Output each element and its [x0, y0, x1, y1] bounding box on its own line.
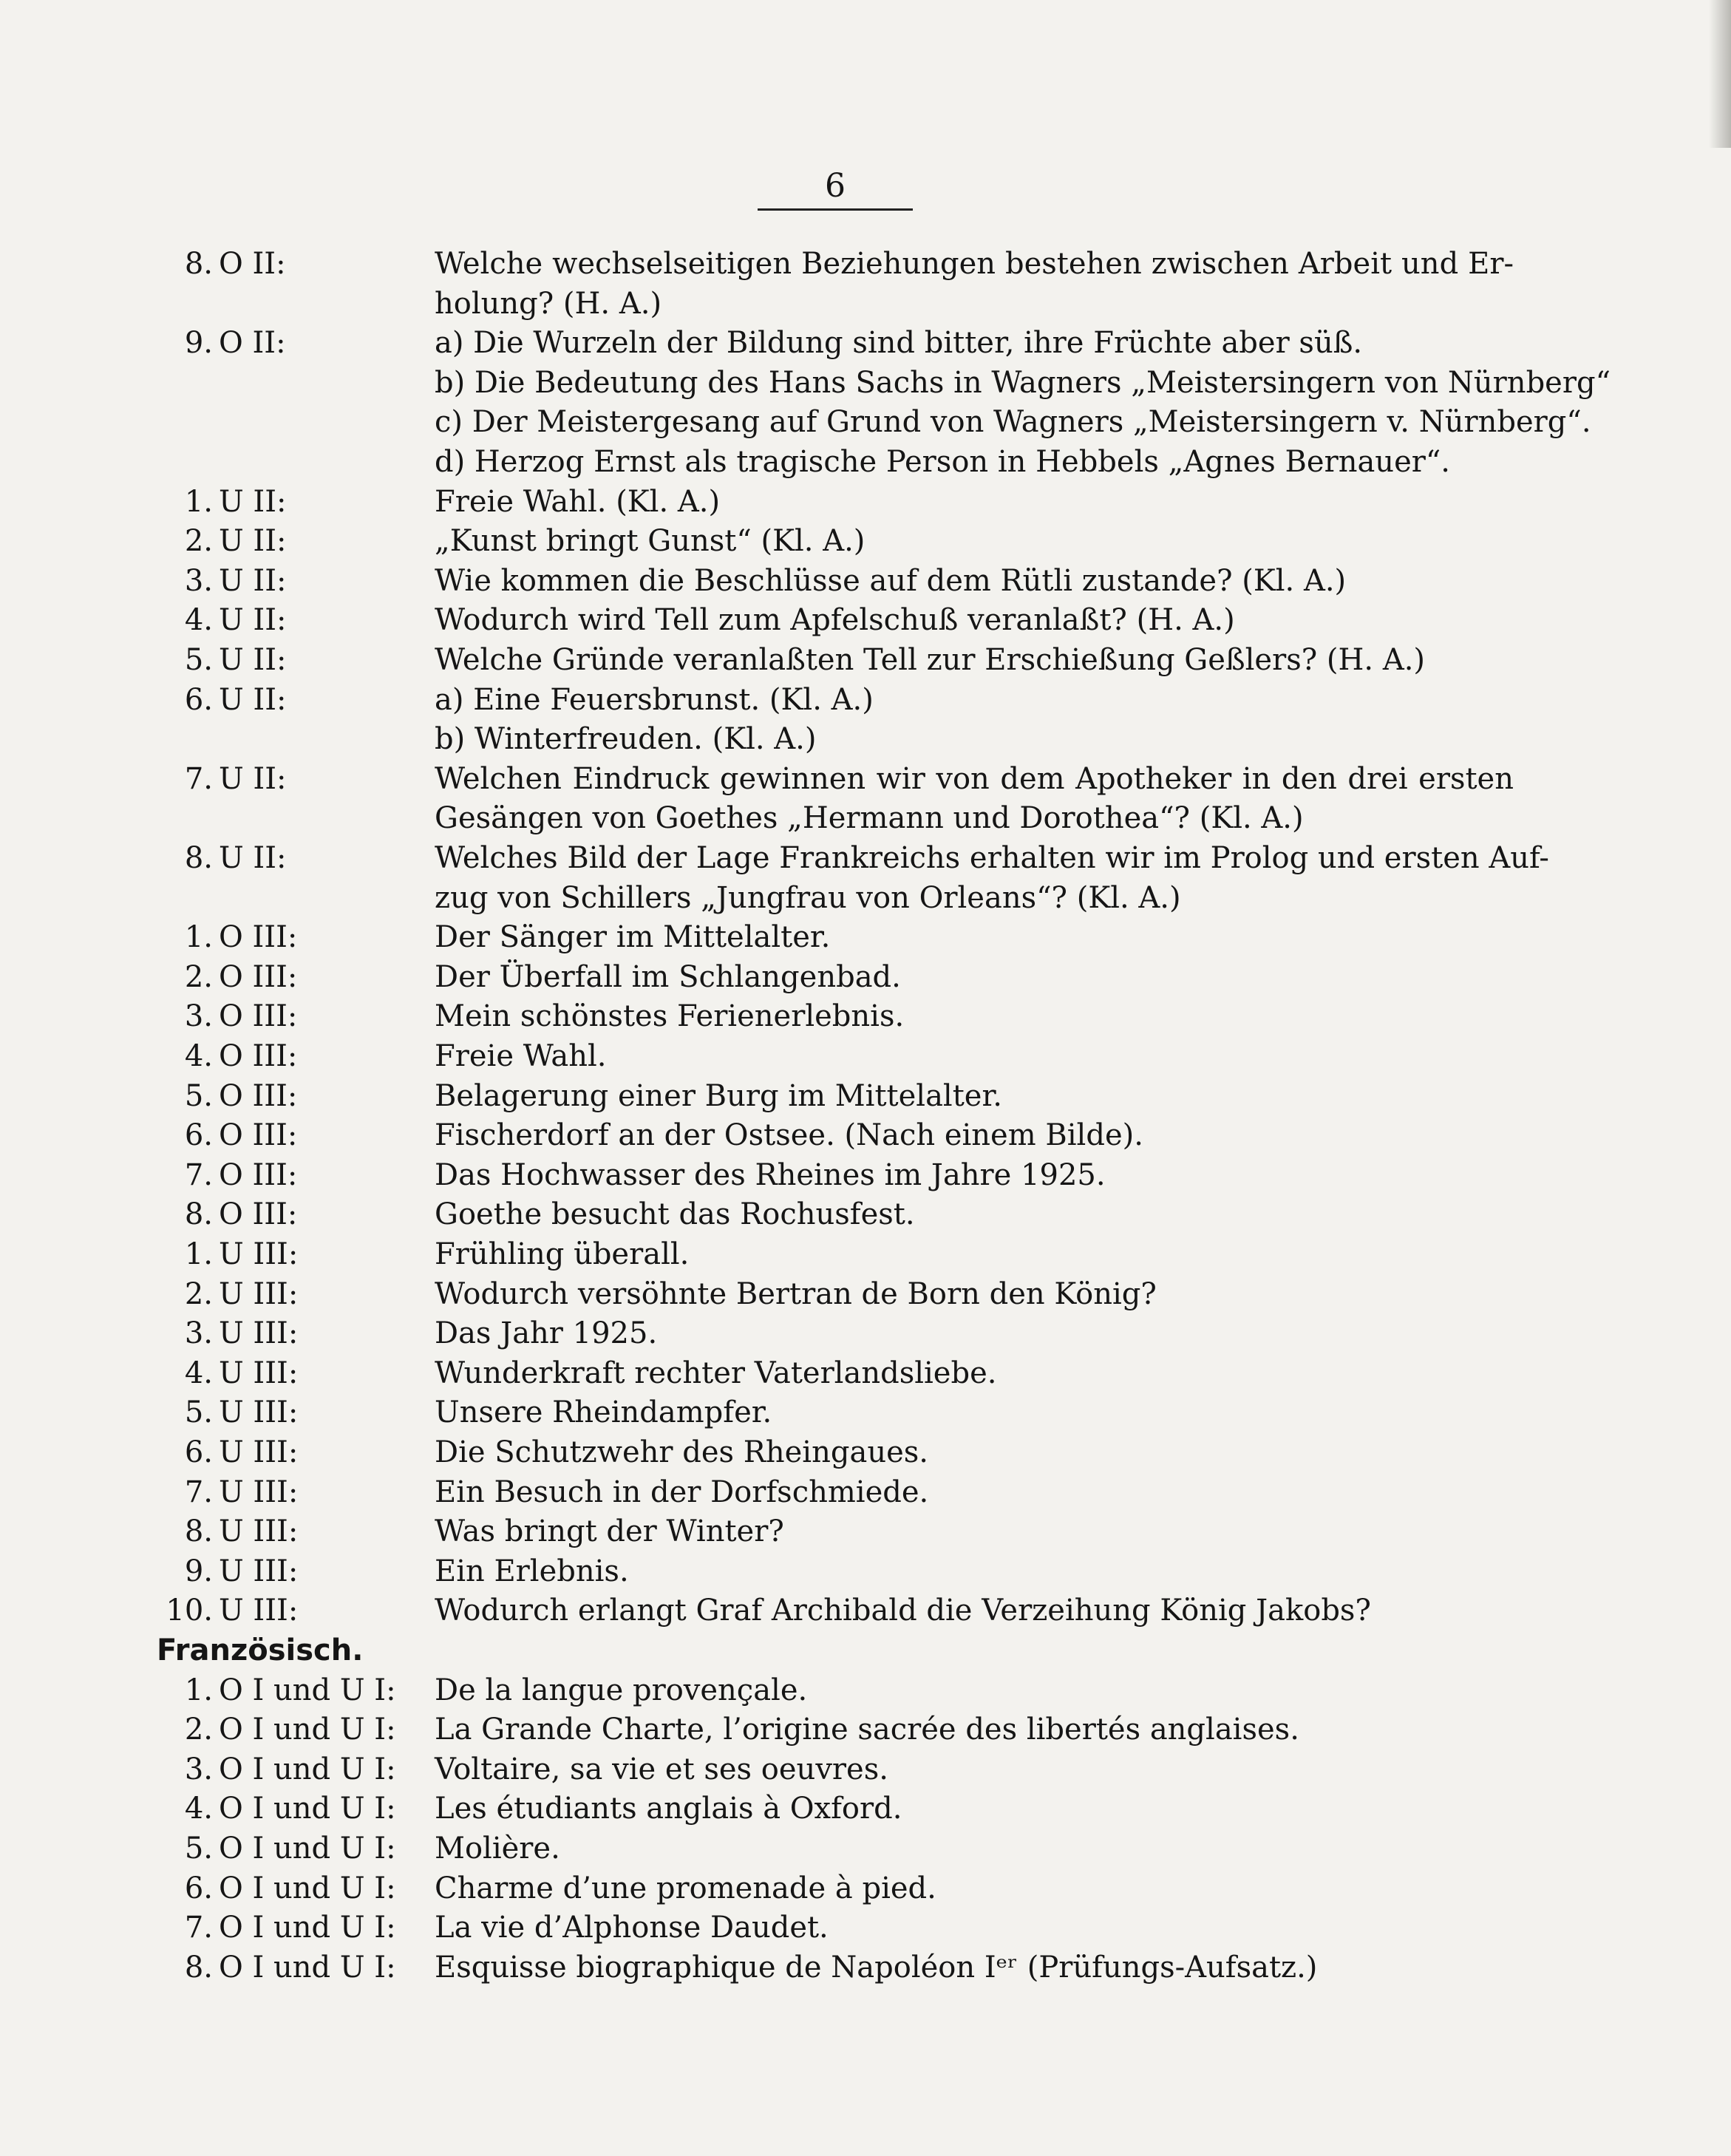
topic-text: Der Sänger im Mittelalter.: [435, 920, 831, 955]
topic-number: 6.: [184, 1435, 213, 1469]
class-label: O III:: [219, 959, 298, 994]
topic-row: [0, 1274, 1731, 1314]
topic-text: Freie Wahl. (Kl. A.): [435, 484, 721, 519]
topic-number: 5.: [184, 643, 213, 677]
class-label: O III:: [219, 920, 298, 955]
topic-row: [0, 1036, 1731, 1076]
topic-number: 1.: [184, 484, 213, 519]
class-label: U III:: [219, 1356, 299, 1390]
topic-row: [0, 1591, 1731, 1630]
topic-number: 5.: [184, 1832, 213, 1866]
topic-text: Molière.: [435, 1832, 560, 1866]
topic-row-continuation: [0, 284, 1731, 324]
topic-row: [0, 1076, 1731, 1116]
topic-text: „Kunst bringt Gunst“ (Kl. A.): [435, 524, 866, 559]
topic-row: [0, 1115, 1731, 1155]
class-label: U III:: [219, 1395, 299, 1430]
topic-row: [0, 957, 1731, 997]
topic-text: Esquisse biographique de Napoléon Iᵉʳ (Prüfungs-Aufsatz.): [435, 1950, 1318, 1985]
topic-row: [0, 363, 1731, 403]
topic-row: [0, 838, 1731, 878]
class-label: O I und U I:: [219, 1673, 396, 1707]
topic-row: [0, 1432, 1731, 1472]
topic-text: b) Winterfreuden. (Kl. A.): [435, 722, 817, 757]
topic-text: a) Die Wurzeln der Bildung sind bitter, ihre Früchte aber süß.: [435, 326, 1363, 361]
class-label: O I und U I:: [219, 1792, 396, 1826]
class-label: U II:: [219, 484, 287, 519]
topic-text: Ein Erlebnis.: [435, 1554, 629, 1588]
topic-number: 7.: [184, 761, 213, 796]
topic-number: 8.: [184, 841, 213, 875]
topic-row: [0, 402, 1731, 442]
topic-text-continuation: Gesängen von Goethes „Hermann und Dorothea“? (Kl. A.): [435, 801, 1304, 836]
topic-number: 3.: [184, 1316, 213, 1351]
topic-text: d) Herzog Ernst als tragische Person in Hebbels „Agnes Bernauer“.: [435, 445, 1451, 479]
class-label: U III:: [219, 1316, 299, 1351]
topic-text: Wie kommen die Beschlüsse auf dem Rütli zustande? (Kl. A.): [435, 563, 1347, 598]
class-label: U III:: [219, 1276, 299, 1311]
class-label: O III:: [219, 1157, 298, 1192]
topic-row: [0, 1908, 1731, 1948]
topic-row: [0, 1789, 1731, 1829]
topic-row: [0, 600, 1731, 640]
topic-row: [0, 917, 1731, 957]
class-label: O I und U I:: [219, 1911, 396, 1945]
topic-row: [0, 1353, 1731, 1393]
topic-row-continuation: [0, 878, 1731, 918]
page-number: 6: [825, 167, 846, 205]
topic-text: c) Der Meistergesang auf Grund von Wagners „Meistersingern v. Nürnberg“.: [435, 405, 1591, 440]
topic-text: Die Schutzwehr des Rheingaues.: [435, 1435, 928, 1469]
topic-text: Fischerdorf an der Ostsee. (Nach einem Bilde).: [435, 1118, 1143, 1153]
topic-number: 8.: [184, 247, 213, 281]
class-label: U III:: [219, 1594, 299, 1628]
class-label: O III:: [219, 1039, 298, 1073]
topic-row: [0, 1194, 1731, 1234]
class-label: U II:: [219, 643, 287, 677]
topic-row: [0, 442, 1731, 482]
topic-text-continuation: zug von Schillers „Jungfrau von Orleans“? (Kl. A.): [435, 880, 1181, 915]
topic-number: 2.: [184, 1713, 213, 1747]
class-label: O I und U I:: [219, 1713, 396, 1747]
topic-number: 7.: [184, 1911, 213, 1945]
class-label: U III:: [219, 1475, 299, 1509]
topic-text-continuation: holung? (H. A.): [435, 286, 662, 321]
topic-text: Charme d’une promenade à pied.: [435, 1871, 936, 1905]
topic-row: [0, 1313, 1731, 1353]
class-label: O I und U I:: [219, 1950, 396, 1985]
topic-text: Mein schönstes Ferienerlebnis.: [435, 999, 905, 1034]
topic-row: [0, 759, 1731, 799]
topic-text: Welche Gründe veranlaßten Tell zur Erschießung Geßlers? (H. A.): [435, 643, 1426, 677]
topic-row: [0, 680, 1731, 720]
topic-text: Wunderkraft rechter Vaterlandsliebe.: [435, 1356, 997, 1390]
topic-row: [0, 1234, 1731, 1274]
topic-number: 5.: [184, 1395, 213, 1430]
topic-number: 8.: [184, 1197, 213, 1232]
topic-text: Unsere Rheindampfer.: [435, 1395, 772, 1430]
topic-row: [0, 323, 1731, 363]
topic-number: 3.: [184, 1752, 213, 1786]
page-edge-shadow: [1709, 0, 1731, 148]
topic-row-continuation: [0, 798, 1731, 838]
class-label: O I und U I:: [219, 1871, 396, 1905]
topic-number: 10.: [166, 1594, 213, 1628]
class-label: U II:: [219, 761, 287, 796]
class-label: O III:: [219, 1197, 298, 1232]
topic-number: 2.: [184, 1276, 213, 1311]
topic-text: Les étudiants anglais à Oxford.: [435, 1792, 902, 1826]
topic-text: Das Jahr 1925.: [435, 1316, 658, 1351]
class-label: O II:: [219, 326, 286, 361]
topic-text: La Grande Charte, l’origine sacrée des libertés anglaises.: [435, 1713, 1299, 1747]
class-label: U II:: [219, 603, 287, 638]
class-label: U III:: [219, 1554, 299, 1588]
topic-row: [0, 1749, 1731, 1789]
topic-number: 4.: [184, 603, 213, 638]
class-label: O I und U I:: [219, 1832, 396, 1866]
topic-row: [0, 640, 1731, 680]
topic-number: 7.: [184, 1157, 213, 1192]
topic-text: Wodurch erlangt Graf Archibald die Verzeihung König Jakobs?: [435, 1594, 1371, 1628]
topic-text: Frühling überall.: [435, 1237, 690, 1271]
class-label: U II:: [219, 682, 287, 717]
topic-number: 5.: [184, 1078, 213, 1113]
class-label: O III:: [219, 1118, 298, 1153]
topic-row: [0, 1670, 1731, 1710]
topic-text: Der Überfall im Schlangenbad.: [435, 959, 901, 994]
topic-text: De la langue provençale.: [435, 1673, 808, 1707]
topic-number: 8.: [184, 1514, 213, 1549]
topic-text: Freie Wahl.: [435, 1039, 607, 1073]
topic-number: 6.: [184, 1118, 213, 1153]
section-heading-franzoesisch: Französisch.: [157, 1633, 364, 1667]
topic-row: [0, 482, 1731, 522]
topic-number: 1.: [184, 1237, 213, 1271]
class-label: U III:: [219, 1435, 299, 1469]
topic-number: 9.: [184, 1554, 213, 1588]
topic-number: 1.: [184, 920, 213, 955]
topic-text: Das Hochwasser des Rheines im Jahre 1925.: [435, 1157, 1106, 1192]
topic-number: 6.: [184, 682, 213, 717]
topic-number: 3.: [184, 563, 213, 598]
topic-row: [0, 1868, 1731, 1908]
class-label: O III:: [219, 1078, 298, 1113]
topic-number: 9.: [184, 326, 213, 361]
topic-row: [0, 561, 1731, 601]
class-label: U II:: [219, 841, 287, 875]
topic-number: 8.: [184, 1950, 213, 1985]
topic-row: [0, 1155, 1731, 1195]
topic-row: [0, 1829, 1731, 1868]
topic-text: Belagerung einer Burg im Mittelalter.: [435, 1078, 1002, 1113]
class-label: U III:: [219, 1237, 299, 1271]
topic-number: 4.: [184, 1356, 213, 1390]
topic-row: [0, 1551, 1731, 1591]
topic-row: [0, 244, 1731, 284]
page-number-rule: [758, 208, 913, 211]
topic-number: 6.: [184, 1871, 213, 1905]
topic-row: [0, 1710, 1731, 1749]
topic-row: [0, 1392, 1731, 1432]
topic-text: Welches Bild der Lage Frankreichs erhalten wir im Prolog und ersten Auf-: [435, 841, 1549, 875]
topic-text: b) Die Bedeutung des Hans Sachs in Wagners „Meistersingern von Nürnberg“: [435, 365, 1611, 400]
topic-text: a) Eine Feuersbrunst. (Kl. A.): [435, 682, 874, 717]
class-label: O II:: [219, 247, 286, 281]
topic-row: [0, 719, 1731, 759]
topic-row: [0, 996, 1731, 1036]
topic-text: Was bringt der Winter?: [435, 1514, 784, 1549]
topic-number: 7.: [184, 1475, 213, 1509]
topic-number: 1.: [184, 1673, 213, 1707]
topic-text: Ein Besuch in der Dorfschmiede.: [435, 1475, 929, 1509]
topic-text: Wodurch wird Tell zum Apfelschuß veranlaßt? (H. A.): [435, 603, 1235, 638]
topic-text: Goethe besucht das Rochusfest.: [435, 1197, 915, 1232]
topic-text: Welche wechselseitigen Beziehungen bestehen zwischen Arbeit und Er-: [435, 247, 1514, 281]
topic-number: 2.: [184, 959, 213, 994]
class-label: O III:: [219, 999, 298, 1034]
class-label: U II:: [219, 563, 287, 598]
topic-row: [0, 1948, 1731, 1987]
topic-row: [0, 521, 1731, 561]
topic-number: 4.: [184, 1039, 213, 1073]
class-label: U III:: [219, 1514, 299, 1549]
topic-text: Welchen Eindruck gewinnen wir von dem Apotheker in den drei ersten: [435, 761, 1514, 796]
class-label: U II:: [219, 524, 287, 559]
topic-text: Voltaire, sa vie et ses oeuvres.: [435, 1752, 888, 1786]
class-label: O I und U I:: [219, 1752, 396, 1786]
topic-row: [0, 1472, 1731, 1512]
topic-text: La vie d’Alphonse Daudet.: [435, 1911, 829, 1945]
topic-row: [0, 1511, 1731, 1551]
topic-number: 2.: [184, 524, 213, 559]
topic-number: 4.: [184, 1792, 213, 1826]
topic-number: 3.: [184, 999, 213, 1034]
topic-text: Wodurch versöhnte Bertran de Born den König?: [435, 1276, 1157, 1311]
